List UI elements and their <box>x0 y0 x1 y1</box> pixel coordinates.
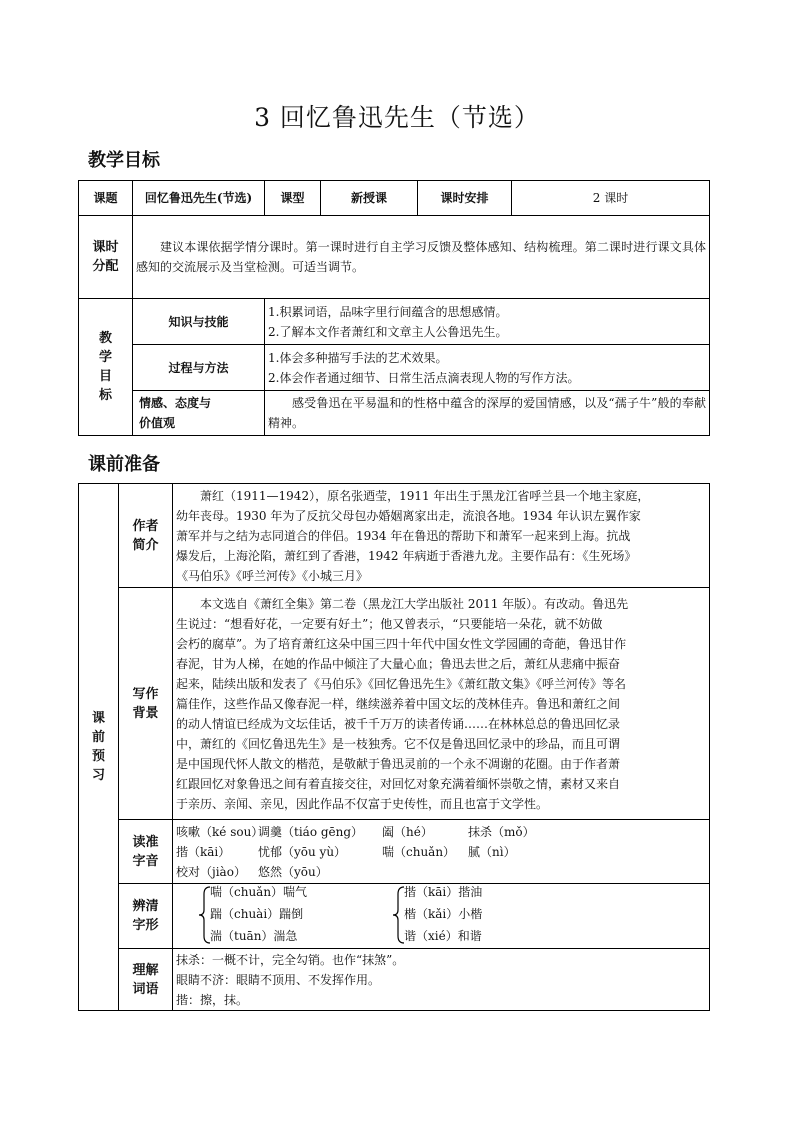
author-intro-label: 作者 简介 <box>119 484 173 588</box>
glyph-item: 喘（chuǎn）喘气 <box>210 885 308 899</box>
knowledge-skills-text: 1.积累词语，品味字里行间蕴含的思想感情。 2.了解本文作者萧红和文章主人公鲁迅先生。 <box>265 299 710 345</box>
emotion-values-label: 情感、态度与 价值观 <box>133 391 265 436</box>
goals-label: 教 学 目 标 <box>79 299 133 436</box>
schedule-label: 课时安排 <box>418 181 512 216</box>
section-heading-preparation: 课前准备 <box>88 454 160 475</box>
course-type-label: 课型 <box>265 181 321 216</box>
course-title-value: 回忆鲁迅先生(节选) <box>133 181 265 216</box>
vocab-text: 抹杀：一概不计，完全勾销。也作“抹煞”。 眼睛不济：眼睛不顶用、不发挥作用。 揩：擦，抹。 <box>173 949 710 1011</box>
pronunciation-label: 读准 字音 <box>119 820 173 884</box>
pronunciation-row: 咳嗽（ké sou） 调羹（tiáo gēng） 阖（hé） 抹杀（mǒ） <box>176 824 535 839</box>
page-title: 3 回忆鲁迅先生（节选） <box>254 103 540 132</box>
preparation-table <box>78 483 710 1011</box>
writing-background-text: 本文选自《萧红全集》第二卷（黑龙江大学出版社 2011 年版）。有改动。鲁迅先 生说过：“想看好花，一定要有好土”；他又曾表示，“只要能培一朵花，就不妨做 会朽的腐草”。为了培育萧红这朵中国三四十年代中国女性文学园圃的奇葩，鲁迅甘作 春泥，甘为人梯，在她的作品中倾注了大量心血；鲁迅去世之后，萧红从悲痛中振奋 起来，陆续出版和发表了《马伯乐》《回忆鲁迅先生》《萧红散文集》《呼兰河传》等名 篇佳作，这些作品又像春泥一样，继续滋养着中国文坛的茂林佳卉。鲁迅和萧红之间 的动人情谊已经成为文坛佳话，被千千万万的读者传诵……在林林总总的鲁迅回忆录 中，萧红的《回忆鲁迅先生》是一枝独秀。它不仅是鲁迅回忆录中的珍品，而且可谓 是中国现代怀人散文的楷范，是敬献于鲁迅灵前的一个永不凋谢的花圈。由于作者萧 红跟回忆对象鲁迅之间有着直接交往，对回忆对象充满着缅怀崇敬之情，素材又来自 于亲历、亲闻、亲见，因此作品不仅富于史传性，而且也富于文学性。 <box>173 588 710 820</box>
writing-background-label: 写作 背景 <box>119 588 173 820</box>
preview-label: 课 前 预 习 <box>79 484 119 1011</box>
course-title-label: 课题 <box>79 181 133 216</box>
pronunciation-row: 校对（jiào） 悠然（yōu） <box>176 864 328 879</box>
course-type-value: 新授课 <box>321 181 418 216</box>
period-allocation-label: 课时 分配 <box>79 216 133 299</box>
glyph-item: 揩（kāi）揩油 <box>404 885 483 899</box>
process-methods-label: 过程与方法 <box>133 345 265 391</box>
author-intro-text: 萧红（1911—1942），原名张迺莹，1911 年出生于黑龙江省呼兰县一个地主家庭， 幼年丧母。1930 年为了反抗父母包办婚姻离家出走，流浪各地。1934 年认识左翼作家 萧军并与之结为志同道合的伴侣。1934 年在鲁迅的帮助下和萧军一起来到上海。抗战 爆发后，上海沦陷，萧红到了香港，1942 年病逝于香港九龙。主要作品有：《生死场》 《马伯乐》《呼兰河传》《小城三月》 <box>173 484 710 588</box>
glyph-item: 湍（tuān）湍急 <box>210 929 298 943</box>
glyph-item: 楷（kǎi）小楷 <box>404 907 483 921</box>
schedule-value: 2 课时 <box>512 181 710 216</box>
knowledge-skills-label: 知识与技能 <box>133 299 265 345</box>
process-methods-text: 1.体会多种描写手法的艺术效果。 2.体会作者通过细节、日常生活点滴表现人物的写作方法。 <box>265 345 710 391</box>
glyph-item: 谐（xié）和谐 <box>404 929 482 943</box>
pronunciation-row: 揩（kāi） 忧郁（yōu yù） 喘（chuǎn） 腻（nì） <box>176 844 516 859</box>
vocab-label: 理解 词语 <box>119 949 173 1011</box>
period-allocation-text: 建议本课依据学情分课时。第一课时进行自主学习反馈及整体感知、结构梳理。第二课时进行课文具体感知的交流展示及当堂检测。可适当调节。 <box>133 216 710 299</box>
pronunciation-list <box>173 820 710 884</box>
distinguish-label: 辨清 字形 <box>119 884 173 949</box>
distinguish-glyphs <box>173 884 710 949</box>
glyph-item: 踹（chuài）踹倒 <box>210 907 304 921</box>
emotion-values-text: 感受鲁迅在平易温和的性格中蕴含的深厚的爱国情感，以及“孺子牛”般的奉献精神。 <box>265 391 710 436</box>
section-heading-teaching-goals: 教学目标 <box>88 150 160 171</box>
teaching-goals-table <box>78 180 710 436</box>
